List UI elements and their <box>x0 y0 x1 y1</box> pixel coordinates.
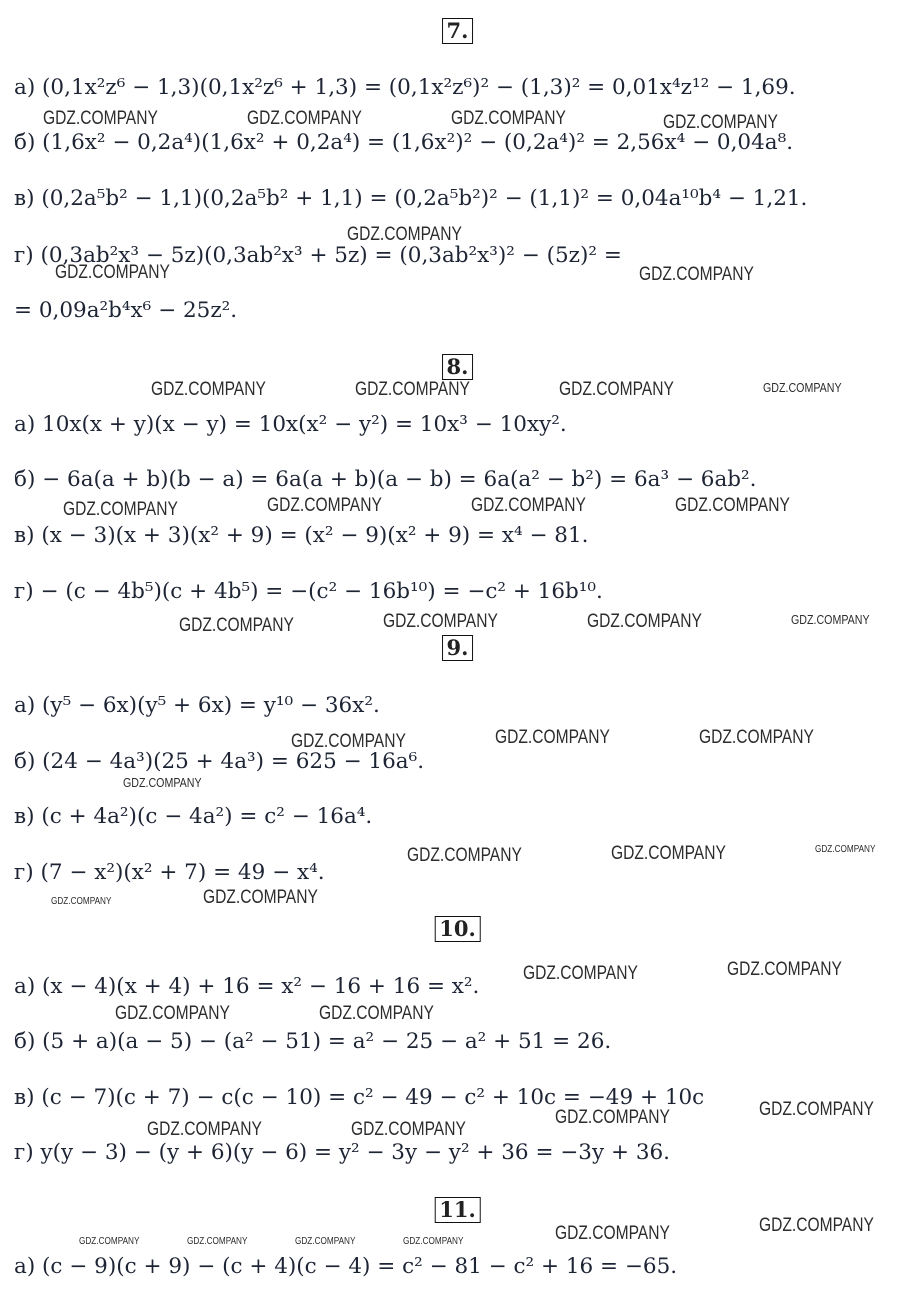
section-number-8: 8. <box>442 354 474 380</box>
section-number-7: 7. <box>442 18 474 44</box>
watermark: GDZ.COMPANY <box>151 379 266 400</box>
watermark: GDZ.COMPANY <box>295 1236 356 1247</box>
equation-7a: а) (0,1x²z⁶ − 1,3)(0,1x²z⁶ + 1,3) = (0,1x²z⁶)² − (1,3)² = 0,01x⁴z¹² − 1,69. <box>14 75 796 100</box>
watermark: GDZ.COMPANY <box>355 379 470 400</box>
watermark: GDZ.COMPANY <box>791 612 870 627</box>
equation-10d: г) y(y − 3) − (y + 6)(y − 6) = y² − 3y − y² + 36 = −3y + 36. <box>14 1140 671 1165</box>
watermark: GDZ.COMPANY <box>815 844 876 855</box>
equation-8d: г) − (c − 4b⁵)(c + 4b⁵) = −(c² − 16b¹⁰) = −c² + 16b¹⁰. <box>14 579 603 604</box>
equation-9b: б) (24 − 4a³)(25 + 4a³) = 625 − 16a⁶. <box>14 749 425 774</box>
watermark: GDZ.COMPANY <box>115 1003 230 1024</box>
watermark: GDZ.COMPANY <box>759 1215 874 1236</box>
watermark: GDZ.COMPANY <box>495 727 610 748</box>
watermark: GDZ.COMPANY <box>555 1223 670 1244</box>
watermark: GDZ.COMPANY <box>523 963 638 984</box>
watermark: GDZ.COMPANY <box>763 380 842 395</box>
equation-7b: б) (1,6x² − 0,2a⁴)(1,6x² + 0,2a⁴) = (1,6x²)² − (0,2a⁴)² = 2,56x⁴ − 0,04a⁸. <box>14 130 794 155</box>
watermark: GDZ.COMPANY <box>639 264 754 285</box>
watermark: GDZ.COMPANY <box>347 224 462 245</box>
equation-8b: б) − 6a(a + b)(b − a) = 6a(a + b)(a − b) = 6a(a² − b²) = 6a³ − 6ab². <box>14 467 757 492</box>
watermark: GDZ.COMPANY <box>759 1099 874 1120</box>
equation-7c: в) (0,2a⁵b² − 1,1)(0,2a⁵b² + 1,1) = (0,2a⁵b²)² − (1,1)² = 0,04a¹⁰b⁴ − 1,21. <box>14 186 808 211</box>
watermark: GDZ.COMPANY <box>319 1003 434 1024</box>
section-number-11: 11. <box>434 1197 481 1223</box>
equation-10c: в) (c − 7)(c + 7) − c(c − 10) = c² − 49 − c² + 10c = −49 + 10c <box>14 1085 705 1110</box>
watermark: GDZ.COMPANY <box>663 112 778 133</box>
equation-7d-line2: = 0,09a²b⁴x⁶ − 25z². <box>14 298 238 323</box>
equation-10a: а) (x − 4)(x + 4) + 16 = x² − 16 + 16 = x². <box>14 974 480 999</box>
watermark: GDZ.COMPANY <box>123 775 202 790</box>
watermark: GDZ.COMPANY <box>55 262 170 283</box>
watermark: GDZ.COMPANY <box>147 1119 262 1140</box>
watermark: GDZ.COMPANY <box>611 843 726 864</box>
equation-10b: б) (5 + a)(a − 5) − (a² − 51) = a² − 25 − a² + 51 = 26. <box>14 1029 612 1054</box>
watermark: GDZ.COMPANY <box>403 1236 464 1247</box>
watermark: GDZ.COMPANY <box>559 379 674 400</box>
watermark: GDZ.COMPANY <box>267 495 382 516</box>
watermark: GDZ.COMPANY <box>471 495 586 516</box>
equation-11a: а) (c − 9)(c + 9) − (c + 4)(c − 4) = c² − 81 − c² + 16 = −65. <box>14 1254 678 1279</box>
watermark: GDZ.COMPANY <box>699 727 814 748</box>
watermark: GDZ.COMPANY <box>79 1236 140 1247</box>
watermark: GDZ.COMPANY <box>451 108 566 129</box>
equation-9a: а) (y⁵ − 6x)(y⁵ + 6x) = y¹⁰ − 36x². <box>14 693 380 718</box>
equation-9d: г) (7 − x²)(x² + 7) = 49 − x⁴. <box>14 860 325 885</box>
equation-9c: в) (c + 4a²)(c − 4a²) = c² − 16a⁴. <box>14 804 373 829</box>
equation-8c: в) (x − 3)(x + 3)(x² + 9) = (x² − 9)(x² + 9) = x⁴ − 81. <box>14 523 589 548</box>
watermark: GDZ.COMPANY <box>291 731 406 752</box>
equation-7d-line1: г) (0,3ab²x³ − 5z)(0,3ab²x³ + 5z) = (0,3ab²x³)² − (5z)² = <box>14 243 622 268</box>
watermark: GDZ.COMPANY <box>675 495 790 516</box>
watermark: GDZ.COMPANY <box>555 1107 670 1128</box>
watermark: GDZ.COMPANY <box>179 615 294 636</box>
watermark: GDZ.COMPANY <box>43 108 158 129</box>
watermark: GDZ.COMPANY <box>187 1236 248 1247</box>
watermark: GDZ.COMPANY <box>587 611 702 632</box>
watermark: GDZ.COMPANY <box>51 896 112 907</box>
watermark: GDZ.COMPANY <box>727 959 842 980</box>
watermark: GDZ.COMPANY <box>63 499 178 520</box>
watermark: GDZ.COMPANY <box>203 887 318 908</box>
section-number-9: 9. <box>442 635 474 661</box>
watermark: GDZ.COMPANY <box>407 845 522 866</box>
watermark: GDZ.COMPANY <box>351 1119 466 1140</box>
watermark: GDZ.COMPANY <box>247 108 362 129</box>
equation-8a: а) 10x(x + y)(x − y) = 10x(x² − y²) = 10x³ − 10xy². <box>14 412 567 437</box>
section-number-10: 10. <box>434 916 481 942</box>
watermark: GDZ.COMPANY <box>383 611 498 632</box>
